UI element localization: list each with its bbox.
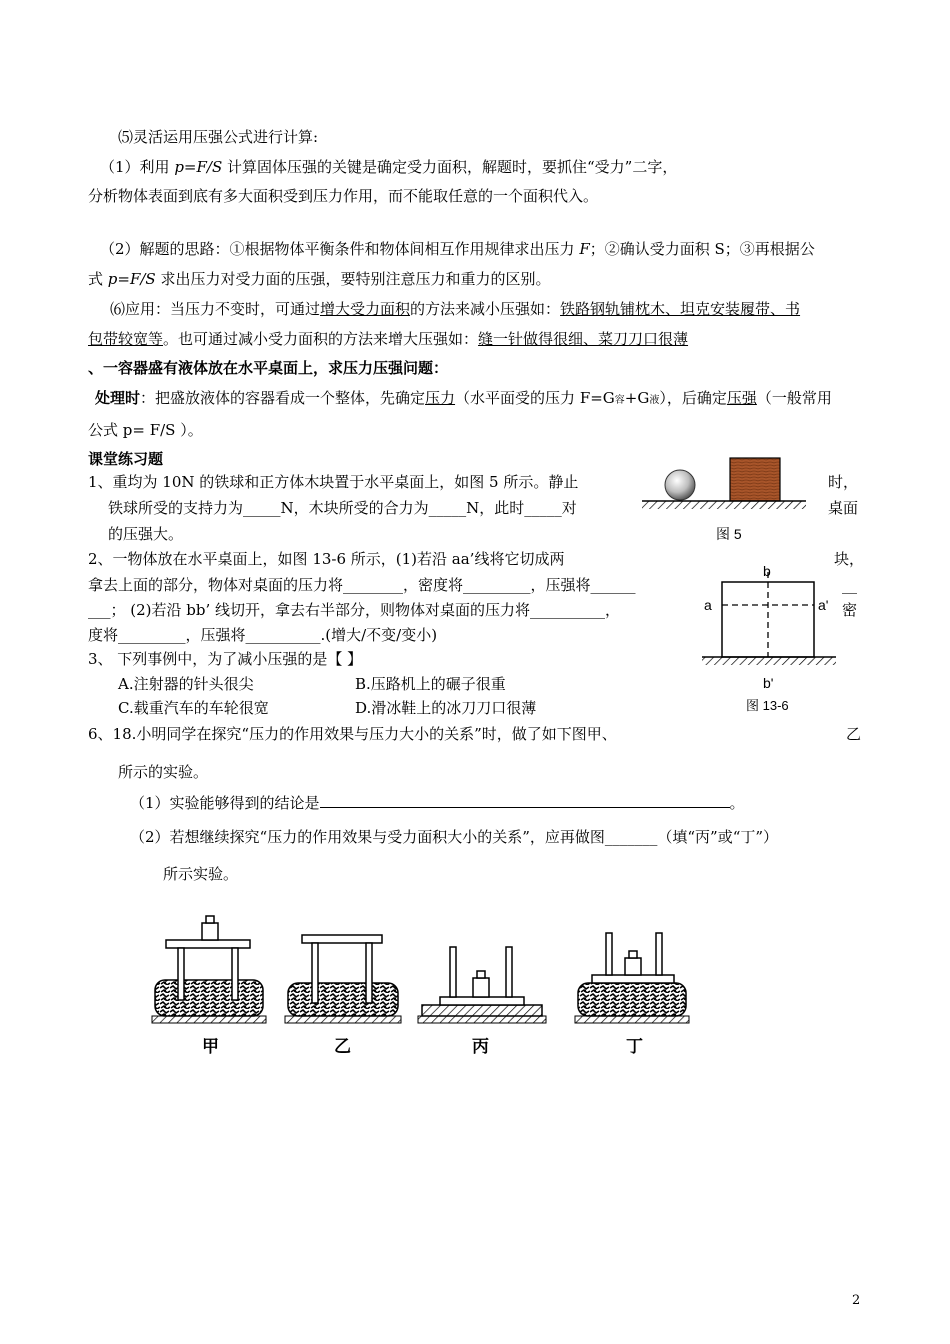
figure-13-6 (700, 560, 840, 695)
base (418, 1016, 546, 1023)
underlined-text: 包带较宽等 (88, 330, 164, 348)
q1-line3: 的压强大。 (108, 525, 184, 543)
weight-top (629, 951, 637, 958)
table-hatch (702, 657, 836, 665)
table-hatch (642, 501, 806, 509)
weight (202, 923, 218, 940)
sponge (578, 983, 686, 1016)
sponge (288, 983, 398, 1016)
table-leg (178, 948, 184, 1000)
q2-line1-right: 块， (834, 550, 865, 568)
text-span: （一般常用 (756, 389, 832, 407)
wood-board (422, 1005, 542, 1016)
text-span: （1）利用 (100, 158, 175, 176)
q2-line3-right: 密 (842, 601, 858, 619)
setup-yi (285, 935, 401, 1023)
base (152, 1016, 266, 1023)
label-a: a (704, 597, 712, 613)
item6-line2 (88, 329, 688, 349)
q18-sub2-cont: 所示实验。 (163, 865, 239, 883)
base (285, 1016, 401, 1023)
underlined-text: 铁路钢轨铺枕木、坦克安装履带、书 (560, 300, 801, 318)
text-span: （2）解题的思路：①根据物体平衡条件和物体间相互作用规律求出压力 (100, 240, 580, 258)
q18-sub1 (130, 793, 745, 813)
text-span: ：把盛放液体的容器看成一个整体，先确定 (140, 389, 426, 407)
text-span: ；②确认受力面积 S；③再根据公 (589, 240, 815, 258)
q3-option-d: D.滑冰鞋上的冰刀刀口很薄 (355, 699, 537, 717)
figure-5-caption: 图 5 (716, 526, 742, 542)
text-span: ⑹应用：当压力不变时，可通过 (110, 300, 321, 318)
wood-block (730, 458, 780, 501)
text-span: 的方法来减小压强如： (410, 300, 561, 318)
weight (473, 978, 489, 997)
table-leg (232, 948, 238, 1000)
q2-line1: 2、一物体放在水平桌面上，如图 13-6 所示，(1)若沿 aa’线将它切成两 (88, 550, 565, 568)
bold-label: 处理时 (95, 389, 141, 407)
item5-p1-line1 (100, 157, 677, 177)
q3-option-c: C.载重汽车的车轮很宽 (118, 699, 269, 717)
q3-option-b: B.压路机上的碾子很重 (355, 675, 506, 693)
table-leg (656, 933, 662, 975)
answer-blank (320, 793, 730, 808)
container-line2: 公式 p= F/S ）。 (88, 421, 203, 439)
underlined-text: 缝一针做得很细、菜刀刀口很薄 (478, 330, 689, 348)
q2-line2-right: __ (842, 576, 857, 594)
item6-line1 (110, 299, 800, 319)
label-bing: 丙 (472, 1037, 489, 1057)
text-span: ），后确定 (659, 389, 727, 407)
label-b-prime: b' (763, 675, 774, 691)
q1-line2-right: 桌面 (828, 499, 859, 517)
table-leg (606, 933, 612, 975)
table-top (302, 935, 382, 943)
text-span: 。 (729, 794, 745, 812)
container-heading: 、一容器盛有液体放在水平桌面上，求压力压强问题： (88, 359, 449, 377)
figure-5 (638, 452, 810, 518)
text-span: 计算固体压强的关键是确定受力面积，解题时，要抓住“受力”二字， (222, 158, 678, 176)
label-ding: 丁 (626, 1037, 643, 1057)
text-span: 求出压力对受力面的压强，要特别注意压力和重力的区别。 (155, 270, 551, 288)
table-leg (366, 943, 372, 1003)
text-span: （水平面受的压力 F=G (455, 389, 615, 407)
label-b: b (763, 563, 771, 579)
q3-stem: 3、 下列事例中，为了减小压强的是【 】 (88, 650, 363, 668)
weight-top (477, 971, 485, 978)
q3-option-a: A.注射器的针头很尖 (118, 675, 254, 693)
q18-line2: 所示的实验。 (118, 763, 209, 781)
underlined-text: 压强 (726, 389, 757, 407)
text-span: （1）实验能够得到的结论是 (130, 794, 320, 812)
table-leg (312, 943, 318, 1003)
figure-13-6-caption: 图 13-6 (746, 698, 789, 713)
label-jia: 甲 (202, 1037, 219, 1057)
practice-heading: 课堂练习题 (88, 450, 164, 468)
q2-line3: ___； (2)若沿 bb’ 线切开，拿去右半部分，则物体对桌面的压力将__________， (88, 601, 621, 619)
item5-p2-line2 (88, 269, 550, 289)
item5-p1-line2: 分析物体表面到底有多大面积受到压力作用，而不能取任意的一个面积代入。 (88, 187, 599, 205)
q1-line1-right: 时， (828, 473, 859, 491)
label-a-prime: a' (818, 597, 829, 613)
base (575, 1016, 689, 1023)
page-number: 2 (852, 1293, 861, 1308)
iron-ball (665, 470, 695, 500)
q18-line1-right: 乙 (846, 725, 862, 743)
text-span: 。也可通过减小受力面积的方法来增大压强如： (163, 330, 479, 348)
subscript: 容 (614, 395, 625, 406)
container-line1 (95, 388, 832, 411)
table-leg (506, 947, 512, 997)
q18-sub2: （2）若想继续探究“压力的作用效果与受力面积大小的关系”，应再做图_______（填“丙”或“丁”） (130, 828, 779, 846)
weight-top (206, 916, 214, 923)
setup-ding (575, 933, 689, 1023)
formula: F (579, 240, 590, 258)
q2-line2: 拿去上面的部分，物体对桌面的压力将________，密度将_________，压强将______ (88, 576, 636, 594)
formula: p=F/S (107, 270, 156, 288)
table-top (166, 940, 250, 948)
setup-jia (152, 916, 266, 1023)
formula: p=F/S (174, 158, 223, 176)
text-span: 式 (88, 270, 108, 288)
sponge (155, 980, 263, 1016)
q18-line1: 6、18.小明同学在探究“压力的作用效果与压力大小的关系”时，做了如下图甲、 (88, 725, 617, 743)
text-span: +G (624, 389, 650, 407)
underlined-text: 压力 (425, 389, 456, 407)
table-top (440, 997, 524, 1005)
underlined-text: 增大受力面积 (320, 300, 411, 318)
weight (625, 958, 641, 975)
table-leg (450, 947, 456, 997)
item5-p2-line1 (100, 239, 815, 259)
experiment-figure (150, 905, 700, 1065)
q1-line1: 1、重均为 10N 的铁球和正方体木块置于水平桌面上，如图 5 所示。静止 (88, 473, 579, 491)
subscript: 液 (649, 395, 660, 406)
table-top (592, 975, 674, 983)
setup-bing (418, 947, 546, 1023)
q1-line2: 铁球所受的支持力为_____N，木块所受的合力为_____N，此时_____对 (108, 499, 577, 517)
item5-heading: ⑸灵活运用压强公式进行计算: (118, 128, 319, 146)
q2-line4: 度将_________，压强将__________.(增大/不变/变小) (88, 626, 438, 644)
label-yi: 乙 (334, 1037, 351, 1057)
